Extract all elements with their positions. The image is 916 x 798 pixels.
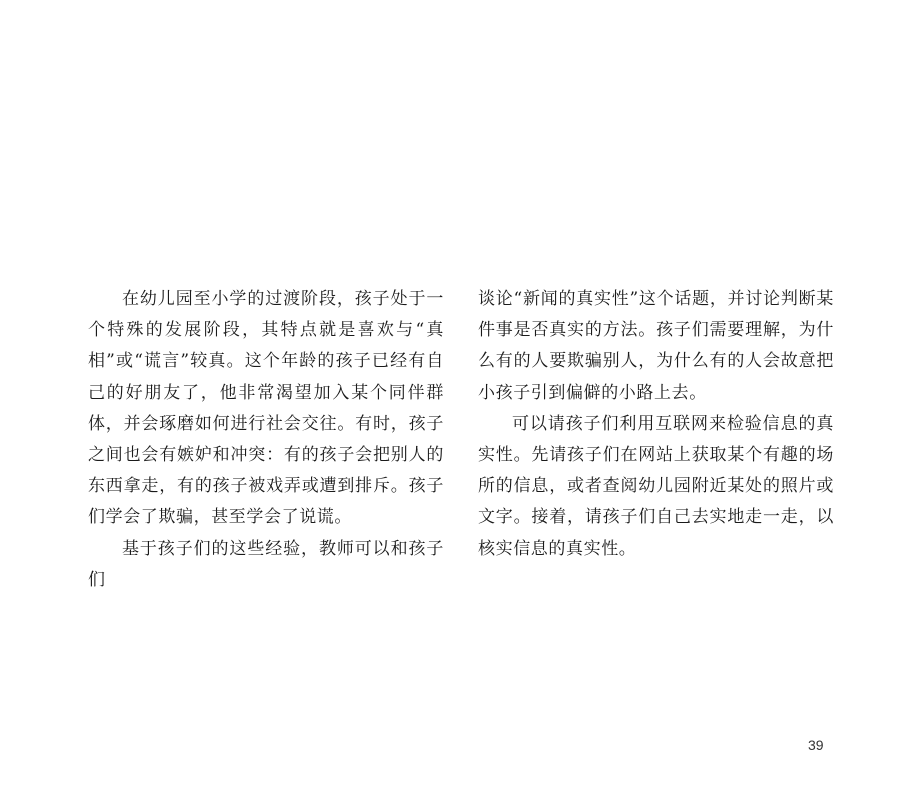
left-text-column bbox=[88, 284, 444, 596]
paragraph-transition-stage: 在幼儿园至小学的过渡阶段，孩子处于一个特殊的发展阶段，其特点就是喜欢与“真相”或“谎言”较真。这个年龄的孩子已经有自己的好朋友了，他非常渴望加入某个同伴群体，并会琢磨如何进行社会交往。有时，孩子之间也会有嫉妒和冲突：有的孩子会把别人的东西拿走，有的孩子被戏弄或遭到排斥。孩子们学会了欺骗，甚至学会了说谎。 bbox=[88, 289, 444, 528]
paragraph-internet-verification: 可以请孩子们利用互联网来检验信息的真实性。先请孩子们在网站上获取某个有趣的场所的信息，或者查阅幼儿园附近某处的照片或文字。接着，请孩子们自己去实地走一走，以核实信息的真实性。 bbox=[478, 413, 834, 559]
right-text-column bbox=[478, 284, 834, 565]
paragraph-news-truth-continued: 谈论“新闻的真实性”这个话题，并讨论判断某件事是否真实的方法。孩子们需要理解，为什么有的人要欺骗别人，为什么有的人会故意把小孩子引到偏僻的小路上去。 bbox=[478, 289, 834, 403]
paragraph-teacher-discussion-start: 基于孩子们的这些经验，教师可以和孩子们 bbox=[88, 538, 444, 590]
page-number: 39 bbox=[808, 737, 824, 753]
